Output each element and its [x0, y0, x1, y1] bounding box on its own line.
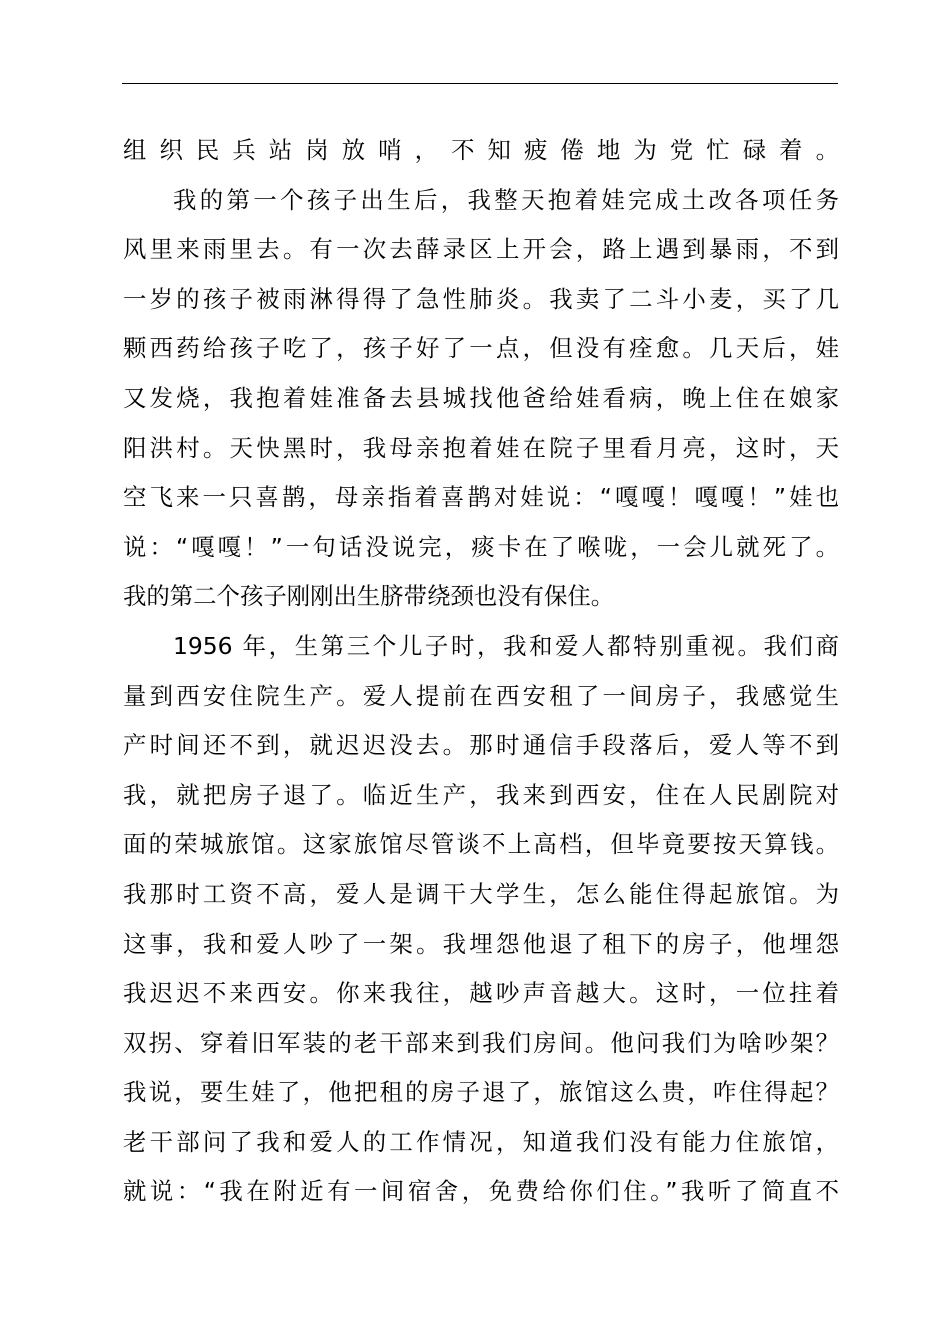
text-line: 面的荣城旅馆。这家旅馆尽管谈不上高档，但毕竟要按天算钱。 [123, 830, 839, 859]
text-line: 阳洪村。天快黑时，我母亲抱着娃在院子里看月亮，这时，天 [123, 433, 839, 462]
text-line: 风里来雨里去。有一次去薛录区上开会，路上遇到暴雨，不到 [123, 235, 839, 264]
text-line: 老干部问了我和爱人的工作情况，知道我们没有能力住旅馆， [123, 1127, 839, 1156]
text-line: 我迟迟不来西安。你来我往，越吵声音越大。这时，一位拄着 [123, 979, 839, 1008]
paragraph-last-line: 我的第二个孩子刚刚出生脐带绕颈也没有保住。 [123, 582, 615, 611]
body-text [123, 126, 839, 1217]
text-line: 我，就把房子退了。临近生产，我来到西安，住在人民剧院对 [123, 780, 839, 809]
text-line: 这事，我和爱人吵了一架。我埋怨他退了租下的房子，他埋怨 [123, 929, 839, 958]
text-line: 产时间还不到，就迟迟没去。那时通信手段落后，爱人等不到 [123, 731, 839, 760]
text-line: 我说，要生娃了，他把租的房子退了，旅馆这么贵，咋住得起？ [123, 1078, 839, 1107]
text-line: 空飞来一只喜鹊，母亲指着喜鹊对娃说：“嘎嘎！嘎嘎！”娃也 [123, 483, 839, 512]
text-line: 说：“嘎嘎！”一句话没说完，痰卡在了喉咙，一会儿就死了。 [123, 532, 839, 561]
text-line: 又发烧，我抱着娃准备去县城找他爸给娃看病，晚上住在娘家 [123, 383, 839, 412]
text-line: 量到西安住院生产。爱人提前在西安租了一间房子，我感觉生 [123, 681, 839, 710]
text-line: 双拐、穿着旧军装的老干部来到我们房间。他问我们为啥吵架？ [123, 1028, 839, 1057]
paragraph-first-line: 1956 年，生第三个儿子时，我和爱人都特别重视。我们商 [173, 631, 839, 660]
text-line: 颗西药给孩子吃了，孩子好了一点，但没有痊愈。几天后，娃 [123, 334, 839, 363]
paragraph-first-line: 我的第一个孩子出生后，我整天抱着娃完成土改各项任务 [173, 185, 839, 214]
text-line: 组织民兵站岗放哨，不知疲倦地为党忙碌着。 [123, 136, 839, 164]
text-line: 一岁的孩子被雨淋得得了急性肺炎。我卖了二斗小麦，买了几 [123, 284, 839, 313]
header-rule [122, 83, 838, 84]
text-line: 就说：“我在附近有一间宿舍，免费给你们住。”我听了简直不 [123, 1177, 839, 1206]
text-line: 我那时工资不高，爱人是调干大学生，怎么能住得起旅馆。为 [123, 879, 839, 908]
